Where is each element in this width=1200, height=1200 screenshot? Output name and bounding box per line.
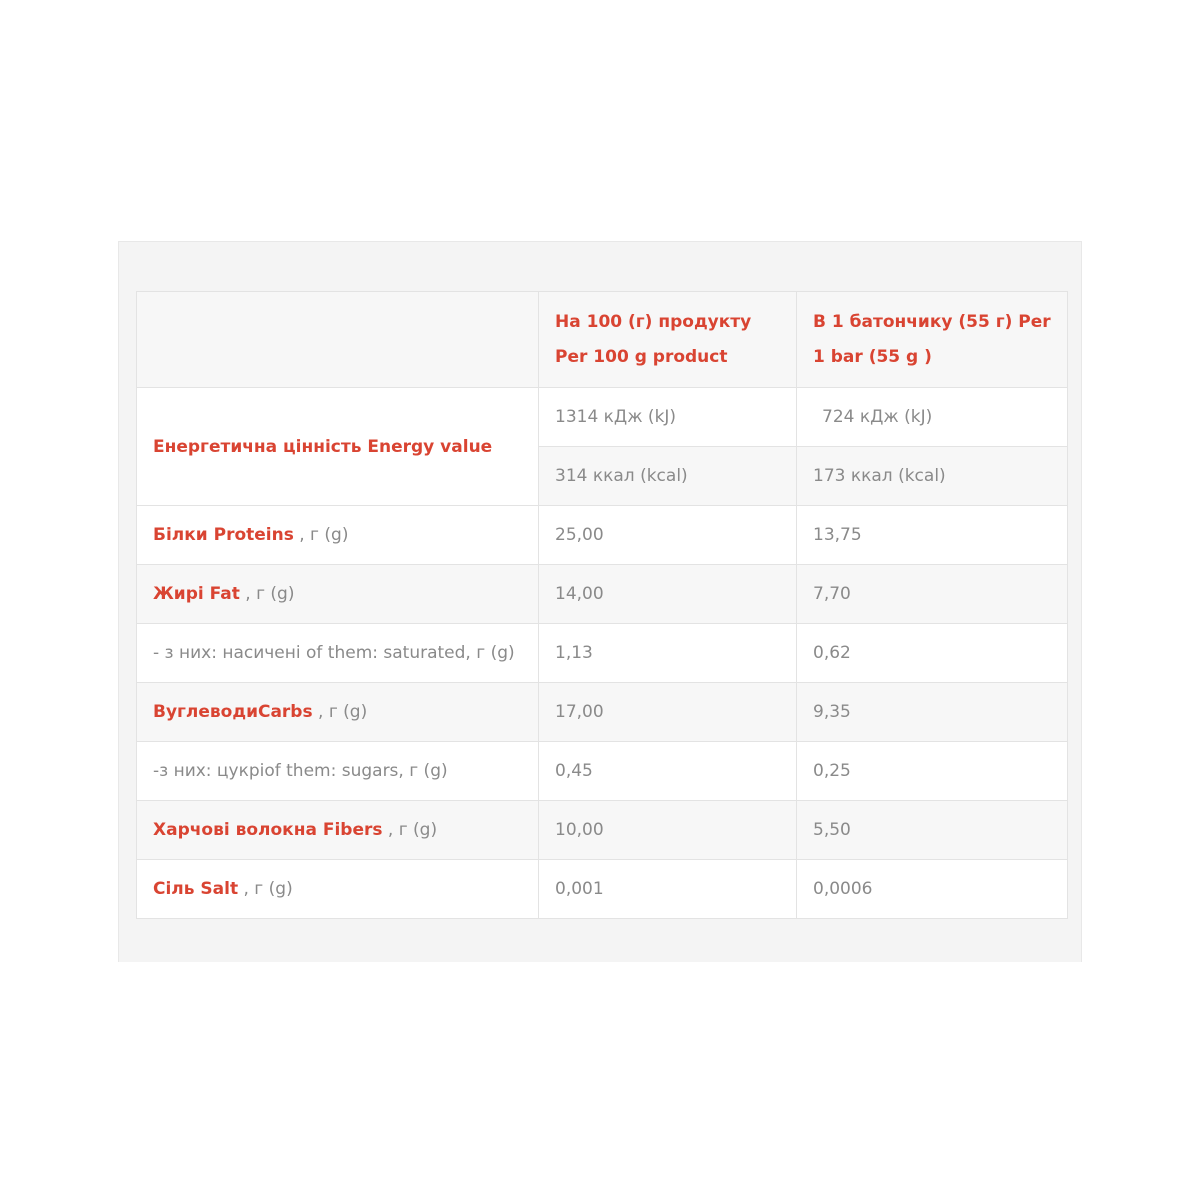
energy-label: Енергетична цінність Energy value bbox=[153, 436, 493, 457]
table-row-energy-kj bbox=[137, 388, 1068, 447]
salt-perbar: 0,0006 bbox=[797, 860, 1068, 919]
saturated-perbar: 0,62 bbox=[797, 624, 1068, 683]
fat-per100: 14,00 bbox=[539, 565, 797, 624]
carbs-unit: , г (g) bbox=[312, 702, 368, 722]
nutrition-panel bbox=[118, 241, 1082, 962]
saturated-label: - з них: насичені of them: saturated, г (g) bbox=[137, 624, 539, 683]
carbs-label: ВуглеводиCarbs bbox=[153, 702, 313, 722]
header-empty-cell bbox=[137, 292, 539, 388]
table-row bbox=[137, 565, 1068, 624]
header-per-bar: В 1 батончику (55 г) Per 1 bar (55 g ) bbox=[797, 292, 1068, 388]
table-row bbox=[137, 860, 1068, 919]
sugars-perbar: 0,25 bbox=[797, 742, 1068, 801]
proteins-per100: 25,00 bbox=[539, 506, 797, 565]
energy-kcal-per100: 314 ккал (kcal) bbox=[539, 447, 797, 506]
row-label-cell bbox=[137, 801, 539, 860]
energy-kcal-perbar: 173 ккал (kcal) bbox=[797, 447, 1068, 506]
carbs-per100: 17,00 bbox=[539, 683, 797, 742]
salt-label: Сіль Salt bbox=[153, 879, 239, 899]
fibers-label: Харчові волокна Fibers bbox=[153, 820, 383, 840]
table-row bbox=[137, 801, 1068, 860]
energy-label-cell bbox=[137, 388, 539, 506]
fibers-perbar: 5,50 bbox=[797, 801, 1068, 860]
fat-label: Жирі Fat bbox=[153, 584, 240, 604]
table-row bbox=[137, 742, 1068, 801]
row-label-cell bbox=[137, 860, 539, 919]
proteins-unit: , г (g) bbox=[293, 525, 349, 545]
nutrition-table bbox=[136, 291, 1068, 919]
row-label-cell bbox=[137, 506, 539, 565]
energy-kj-perbar bbox=[797, 388, 1068, 447]
fibers-per100: 10,00 bbox=[539, 801, 797, 860]
sugars-per100: 0,45 bbox=[539, 742, 797, 801]
table-row bbox=[137, 506, 1068, 565]
salt-per100: 0,001 bbox=[539, 860, 797, 919]
sugars-label: -з них: цукріof them: sugars, г (g) bbox=[137, 742, 539, 801]
row-label-cell bbox=[137, 565, 539, 624]
salt-unit: , г (g) bbox=[238, 879, 293, 899]
row-label-cell bbox=[137, 683, 539, 742]
energy-kj-per100: 1314 кДж (kJ) bbox=[539, 388, 797, 447]
energy-kj-perbar-value: 724 кДж (kJ) bbox=[822, 407, 933, 427]
header-per-100g: На 100 (г) продукту Per 100 g product bbox=[539, 292, 797, 388]
table-row bbox=[137, 683, 1068, 742]
proteins-label: Білки Proteins bbox=[153, 525, 294, 545]
saturated-per100: 1,13 bbox=[539, 624, 797, 683]
fat-unit: , г (g) bbox=[239, 584, 295, 604]
table-row bbox=[137, 624, 1068, 683]
proteins-perbar: 13,75 bbox=[797, 506, 1068, 565]
carbs-perbar: 9,35 bbox=[797, 683, 1068, 742]
fat-perbar: 7,70 bbox=[797, 565, 1068, 624]
fibers-unit: , г (g) bbox=[382, 820, 438, 840]
table-header-row bbox=[137, 292, 1068, 388]
